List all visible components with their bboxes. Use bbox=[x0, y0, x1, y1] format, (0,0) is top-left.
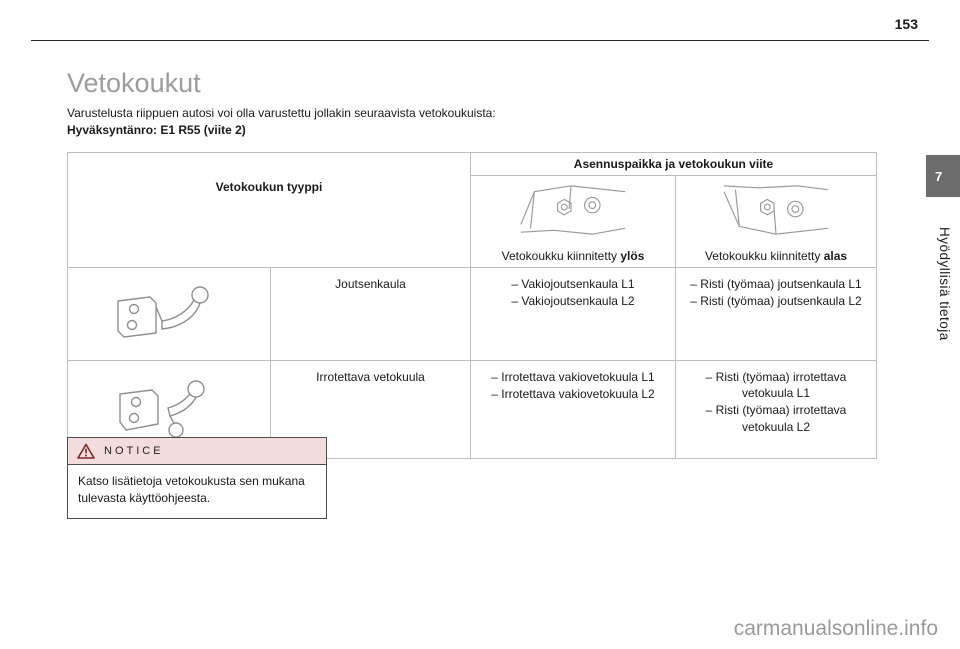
ref-item: – Risti (työmaa) joutsenkaula L2 bbox=[690, 294, 862, 309]
ref-item: – Risti (työmaa) irrotettava vetokuula L2 bbox=[705, 403, 847, 434]
mount-down-cell bbox=[676, 176, 877, 268]
intro-text: Varustelusta riippuen autosi voi olla varustettu jollakin seuraavista vetokoukuista: bbox=[67, 106, 496, 120]
chapter-tab: 7 bbox=[926, 155, 960, 197]
ref-item: – Vakiojoutsenkaula L1 bbox=[511, 277, 635, 291]
towbar-type-name: Joutsenkaula bbox=[271, 268, 471, 361]
swan-neck-up-refs bbox=[471, 268, 676, 361]
ref-item: – Irrotettava vakiovetokuula L2 bbox=[491, 387, 655, 402]
ref-item: – Risti (työmaa) irrotettava vetokuula L1 bbox=[705, 370, 847, 401]
hitch-mounted-down-diagram bbox=[716, 182, 836, 238]
chapter-title-vertical: Hyödyllisiä tietoja bbox=[937, 227, 952, 341]
notice-box bbox=[67, 437, 327, 519]
mount-up-caption bbox=[502, 249, 645, 263]
detachable-down-refs bbox=[676, 361, 877, 459]
mount-up-cell bbox=[471, 176, 676, 268]
table-main-header: Asennuspaikka ja vetokoukun viite bbox=[471, 153, 877, 176]
swan-neck-towbar-image bbox=[104, 282, 234, 346]
watermark: carmanualsonline.info bbox=[733, 617, 938, 640]
mount-down-caption-text: Vetokoukku kiinnitetty bbox=[704, 249, 824, 263]
swan-neck-image-cell bbox=[68, 268, 271, 361]
page-number: 153 bbox=[894, 16, 918, 32]
detachable-up-refs bbox=[471, 361, 676, 459]
notice-body: Katso lisätietoja vetokoukusta sen mukana tulevasta käyttöohjeesta. bbox=[78, 474, 305, 506]
towbar-table bbox=[67, 152, 877, 459]
approval-number: Hyväksyntänro: E1 R55 (viite 2) bbox=[67, 123, 246, 137]
header-rule bbox=[31, 40, 929, 41]
ref-item: – Vakiojoutsenkaula L2 bbox=[511, 294, 635, 309]
hitch-mounted-up-diagram bbox=[513, 182, 633, 238]
page-title: Vetokoukut bbox=[67, 68, 201, 98]
notice-header bbox=[68, 438, 326, 465]
mount-up-caption-bold: ylös bbox=[620, 249, 645, 263]
ref-item: – Risti (työmaa) joutsenkaula L1 bbox=[690, 277, 862, 291]
towbar-type-name: Irrotettava vetokuula bbox=[271, 361, 471, 459]
type-column-header-cell bbox=[68, 153, 471, 268]
warning-triangle-icon bbox=[77, 443, 95, 459]
notice-title: NOTICE bbox=[104, 445, 164, 457]
type-column-header: Vetokoukun tyyppi bbox=[215, 180, 323, 194]
mount-down-caption-bold: alas bbox=[823, 249, 848, 263]
mount-down-caption bbox=[705, 249, 847, 263]
mount-up-caption-text: Vetokoukku kiinnitetty bbox=[501, 249, 621, 263]
swan-neck-down-refs bbox=[676, 268, 877, 361]
ref-item: – Irrotettava vakiovetokuula L1 bbox=[491, 370, 655, 384]
detachable-towball-image bbox=[104, 377, 234, 443]
